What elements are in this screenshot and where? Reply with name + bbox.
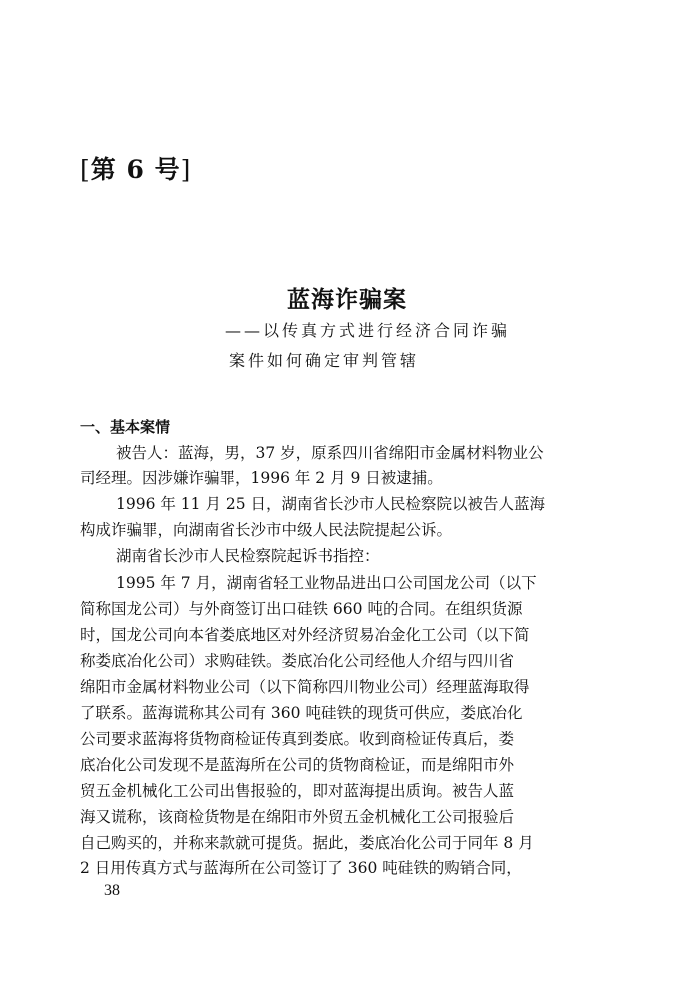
body-line: 司经理。因涉嫌诈骗罪，1996 年 2 月 9 日被逮捕。 <box>80 469 443 487</box>
body-line: 湖南省长沙市人民检察院起诉书指控： <box>116 547 380 565</box>
body-line: 海又谎称，该商检货物是在绵阳市外贸五金机械化工公司报验后 <box>80 808 515 826</box>
case-number-text: 第 6 号 <box>90 155 181 184</box>
case-title: 蓝海诈骗案 <box>287 286 407 313</box>
body-line: 了联系。蓝海谎称其公司有 360 吨硅铁的现货可供应，娄底冶化 <box>80 704 523 722</box>
case-number <box>80 150 191 186</box>
body-line: 被告人：蓝海，男，37 岁，原系四川省绵阳市金属材料物业公 <box>116 444 544 462</box>
case-number-open-bracket: [ <box>80 155 91 184</box>
body-line: 绵阳市金属材料物业公司（以下简称四川物业公司）经理蓝海取得 <box>80 678 530 696</box>
section-heading: 一、基本案情 <box>80 418 171 436</box>
case-number-close-bracket: ] <box>180 155 192 184</box>
body-line: 1996 年 11 月 25 日，湖南省长沙市人民检察院以被告人蓝海 <box>116 495 546 513</box>
body-line: 称娄底冶化公司）求购硅铁。娄底冶化公司经他人介绍与四川省 <box>80 652 515 670</box>
body-line: 简称国龙公司）与外商签订出口硅铁 660 吨的合同。在组织货源 <box>80 600 523 618</box>
case-subtitle <box>225 316 510 376</box>
body-line: 2 日用传真方式与蓝海所在公司签订了 360 吨硅铁的购销合同， <box>80 859 522 877</box>
body-line: 自己购买的，并称来款就可提货。据此，娄底冶化公司于同年 8 月 <box>80 834 534 852</box>
body-line: 贸五金机械化工公司出售报验的，即对蓝海提出质询。被告人蓝 <box>80 782 515 800</box>
body-line: 底冶化公司发现不是蓝海所在公司的货物商检证，而是绵阳市外 <box>80 756 515 774</box>
subtitle-line-2: 案件如何确定审判管辖 <box>229 351 420 370</box>
subtitle-line-1: ——以传真方式进行经济合同诈骗 <box>225 321 511 340</box>
page-number: 38 <box>104 882 120 899</box>
body-line: 时，国龙公司向本省娄底地区对外经济贸易冶金化工公司（以下简 <box>80 626 530 644</box>
body-line: 1995 年 7 月，湖南省轻工业物品进出口公司国龙公司（以下 <box>116 574 537 592</box>
body-line: 公司要求蓝海将货物商检证传真到娄底。收到商检证传真后，娄 <box>80 730 515 748</box>
body-line: 构成诈骗罪，向湖南省长沙市中级人民法院提起公诉。 <box>80 521 453 539</box>
